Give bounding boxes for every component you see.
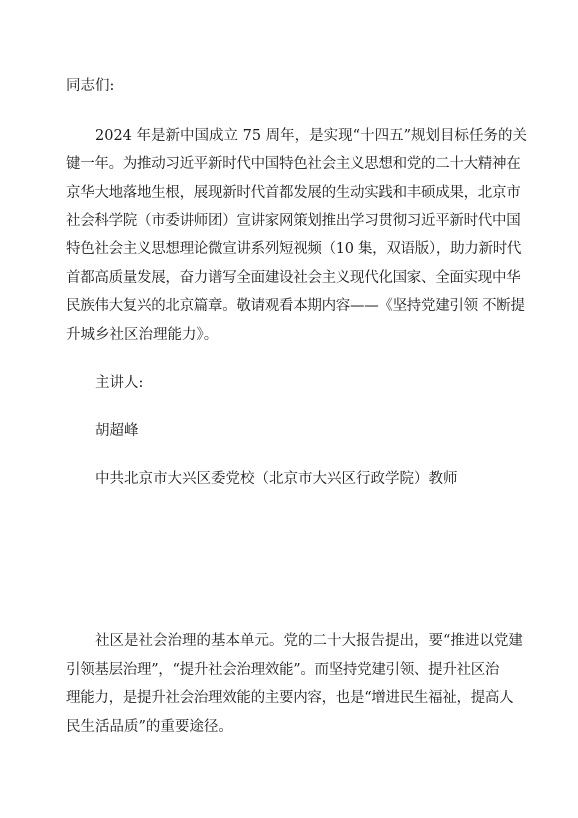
intro-line-5: 特色社会主义思想理论微宣讲系列短视频（10 集，双语版），助力新时代	[66, 241, 522, 257]
intro-line-8: 升城乡社区治理能力》。	[66, 327, 219, 343]
intro-line-6: 首都高质量发展，奋力谱写全面建设社会主义现代化国家、全面实现中华	[66, 270, 521, 286]
intro-line-3: 京华大地落地生根，展现新时代首都发展的生动实践和丰硕成果，北京市	[66, 185, 521, 201]
body-line-4: 民生活品质”的重要途径。	[66, 719, 233, 735]
intro-line-7: 民族伟大复兴的北京篇章。敬请观看本期内容——《坚持党建引领 不断提	[66, 298, 525, 314]
salutation: 同志们:	[66, 78, 115, 94]
body-line-3: 理能力，是提升社会治理效能的主要内容，也是“增进民生福祉，提高人	[66, 690, 514, 706]
speaker-title: 中共北京市大兴区委党校（北京市大兴区行政学院）教师	[95, 471, 458, 487]
body-line-1: 社区是社会治理的基本单元。党的二十大报告提出，要“推进以党建	[95, 633, 523, 649]
speaker-name: 胡超峰	[95, 423, 139, 439]
speaker-label: 主讲人:	[95, 375, 144, 391]
intro-line-1: 2024 年是新中国成立 75 周年，是实现“十四五”规划目标任务的关	[95, 128, 528, 144]
intro-line-2: 键一年。为推动习近平新时代中国特色社会主义思想和党的二十大精神在	[66, 156, 521, 172]
intro-line-4: 社会科学院（市委讲师团）宣讲家网策划推出学习贯彻习近平新时代中国	[66, 213, 521, 229]
body-line-2: 引领基层治理”，“提升社会治理效能”。而坚持党建引领、提升社区治	[66, 662, 500, 678]
